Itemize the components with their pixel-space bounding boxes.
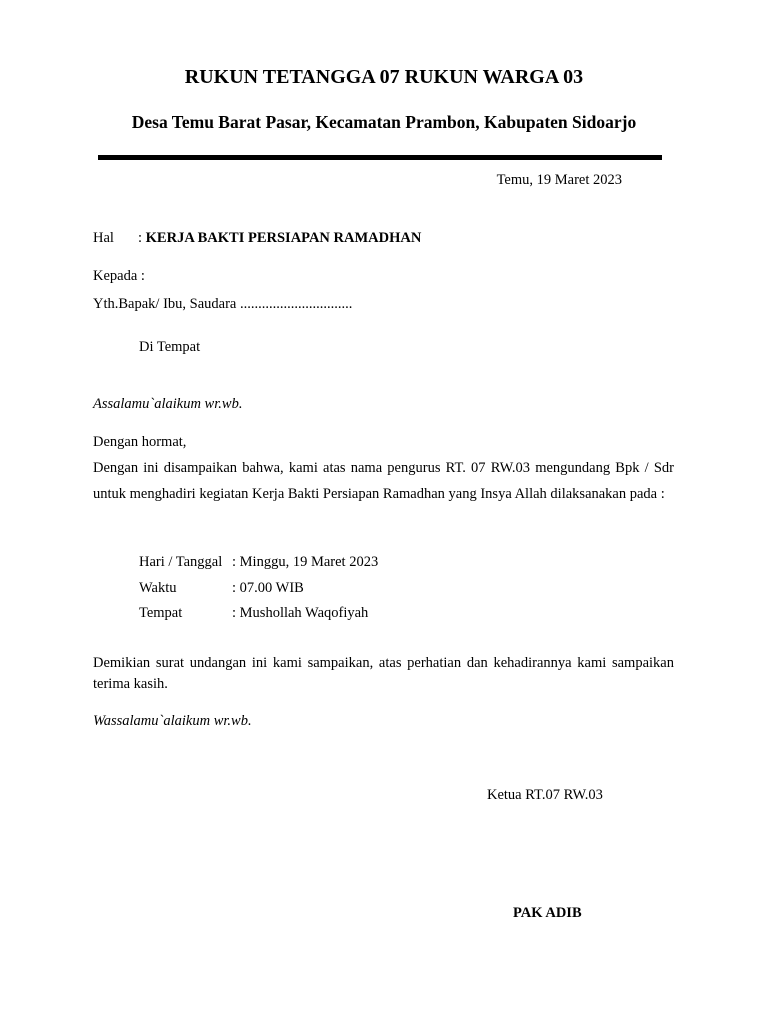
letterhead-subtitle: Desa Temu Barat Pasar, Kecamatan Prambon, Kabupaten Sidoarjo <box>131 112 637 132</box>
signer-title: Ketua RT.07 RW.03 <box>487 787 603 803</box>
farewell: Wassalamu`alaikum wr.wb. <box>93 713 252 729</box>
signer-name: PAK ADIB <box>513 905 582 921</box>
subject-separator: : <box>138 230 143 246</box>
recipient-location: Di Tempat <box>139 339 201 355</box>
letter-date: Temu, 19 Maret 2023 <box>496 172 622 188</box>
greeting: Assalamu`alaikum wr.wb. <box>93 396 243 412</box>
detail-value-place: : Mushollah Waqofiyah <box>232 605 369 621</box>
detail-value-time: : 07.00 WIB <box>232 580 304 596</box>
subject-value: KERJA BAKTI PERSIAPAN RAMADHAN <box>145 230 422 246</box>
letterhead-title: RUKUN TETANGGA 07 RUKUN WARGA 03 <box>184 66 584 88</box>
closing-paragraph: Demikian surat undangan ini kami sampaikan, atas perhatian dan kehadirannya kami sampaikan terima kasih. <box>93 655 674 692</box>
detail-label-time: Waktu <box>139 580 177 596</box>
detail-label-date: Hari / Tanggal <box>139 554 223 570</box>
recipient-line: Yth.Bapak/ Ibu, Saudara ............................... <box>93 296 353 312</box>
subject-line <box>138 230 421 247</box>
detail-value-date: : Minggu, 19 Maret 2023 <box>232 554 379 570</box>
recipient-heading: Kepada : <box>93 268 145 284</box>
subject-label: Hal <box>93 230 114 246</box>
detail-label-place: Tempat <box>139 605 183 621</box>
body-paragraph: Dengan ini disampaikan bahwa, kami atas nama pengurus RT. 07 RW.03 mengundang Bpk / Sdr untuk menghadiri kegiatan Kerja Bakti Persiapan Ramadhan yang Insya Allah dilaksanakan pada : <box>93 460 674 502</box>
opening-line: Dengan hormat, <box>93 434 187 450</box>
letterhead-divider <box>98 155 662 160</box>
